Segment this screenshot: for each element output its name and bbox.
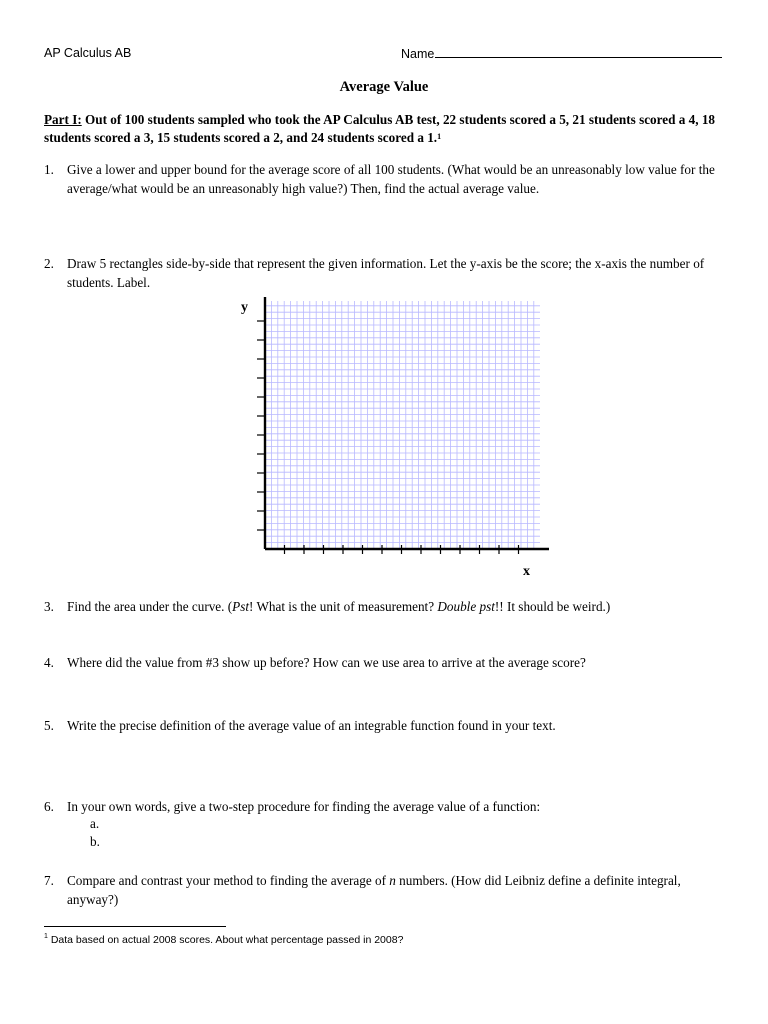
question-4-number: 4. [44, 655, 54, 670]
question-2 [44, 254, 734, 294]
question-7-text [67, 871, 727, 909]
question-7-text-a: Compare and contrast your method to finding the average of [67, 873, 390, 888]
footnote [44, 934, 403, 946]
footnote-rule [44, 926, 226, 927]
axis-ticks [257, 321, 519, 554]
question-3-number: 3. [44, 599, 54, 614]
x-axis-label: x [523, 564, 530, 579]
question-6-item-b: b. [90, 834, 100, 849]
part1-footnote-ref: 1 [437, 132, 442, 141]
question-6-number: 6. [44, 799, 54, 814]
footnote-text: Data based on actual 2008 scores. About what percentage passed in 2008? [47, 934, 404, 946]
question-5-text: Write the precise definition of the average value of an integrable function found in your text. [67, 718, 556, 733]
page-title: Average Value [339, 79, 429, 95]
footnote-number: 1 [44, 933, 48, 940]
question-3 [44, 597, 734, 617]
question-6 [44, 797, 734, 817]
grid-lines [265, 301, 540, 549]
question-3-text-a: Find the area under the curve. ( [67, 599, 233, 614]
question-7 [44, 871, 734, 911]
part1-text: Out of 100 students sampled who took the AP Calculus AB test, 22 students scored a 5, 21 students scored a 4, 18 students scored a 3, 15 students scored a 2, and 24 students scored a 1. [44, 112, 716, 145]
question-3-text-e: !! It should be weird.) [494, 599, 611, 614]
name-blank-line [435, 46, 722, 58]
y-axis-label: y [241, 300, 248, 315]
question-5-number: 5. [44, 718, 54, 733]
blank-grid-graph [238, 295, 550, 585]
question-5 [44, 716, 734, 736]
question-2-number: 2. [44, 256, 54, 271]
part1-paragraph [44, 111, 728, 147]
question-2-text: Draw 5 rectangles side-by-side that represent the given information. Let the y-axis be the score; the x-axis the number of students. Label. [67, 256, 705, 290]
question-1 [44, 160, 734, 200]
question-3-text-c: ! What is the unit of measurement? [249, 599, 438, 614]
graph-area [238, 295, 550, 585]
question-3-double-pst: Double pst [437, 599, 495, 614]
question-1-text: Give a lower and upper bound for the average score of all 100 students. (What would be an unreasonably low value for the average/what would be an unreasonably high value?) Then, find the actual average value. [67, 162, 715, 196]
question-4 [44, 653, 734, 673]
part1-label: Part I: [44, 112, 82, 127]
course-name: AP Calculus AB [44, 46, 132, 60]
question-6-text: In your own words, give a two-step procedure for finding the average value of a function: [67, 799, 541, 814]
question-7-text-c: numbers. (How did Leibniz define a definite integral, anyway?) [67, 873, 681, 907]
question-3-text [67, 597, 727, 616]
name-field [401, 46, 722, 61]
question-7-number: 7. [44, 873, 54, 888]
question-3-pst: Pst [232, 599, 249, 614]
question-6-item-a: a. [90, 816, 100, 831]
question-7-n: n [389, 873, 396, 888]
question-1-number: 1. [44, 162, 54, 177]
question-4-text: Where did the value from #3 show up before? How can we use area to arrive at the average score? [67, 655, 586, 670]
name-label: Name [401, 47, 435, 61]
